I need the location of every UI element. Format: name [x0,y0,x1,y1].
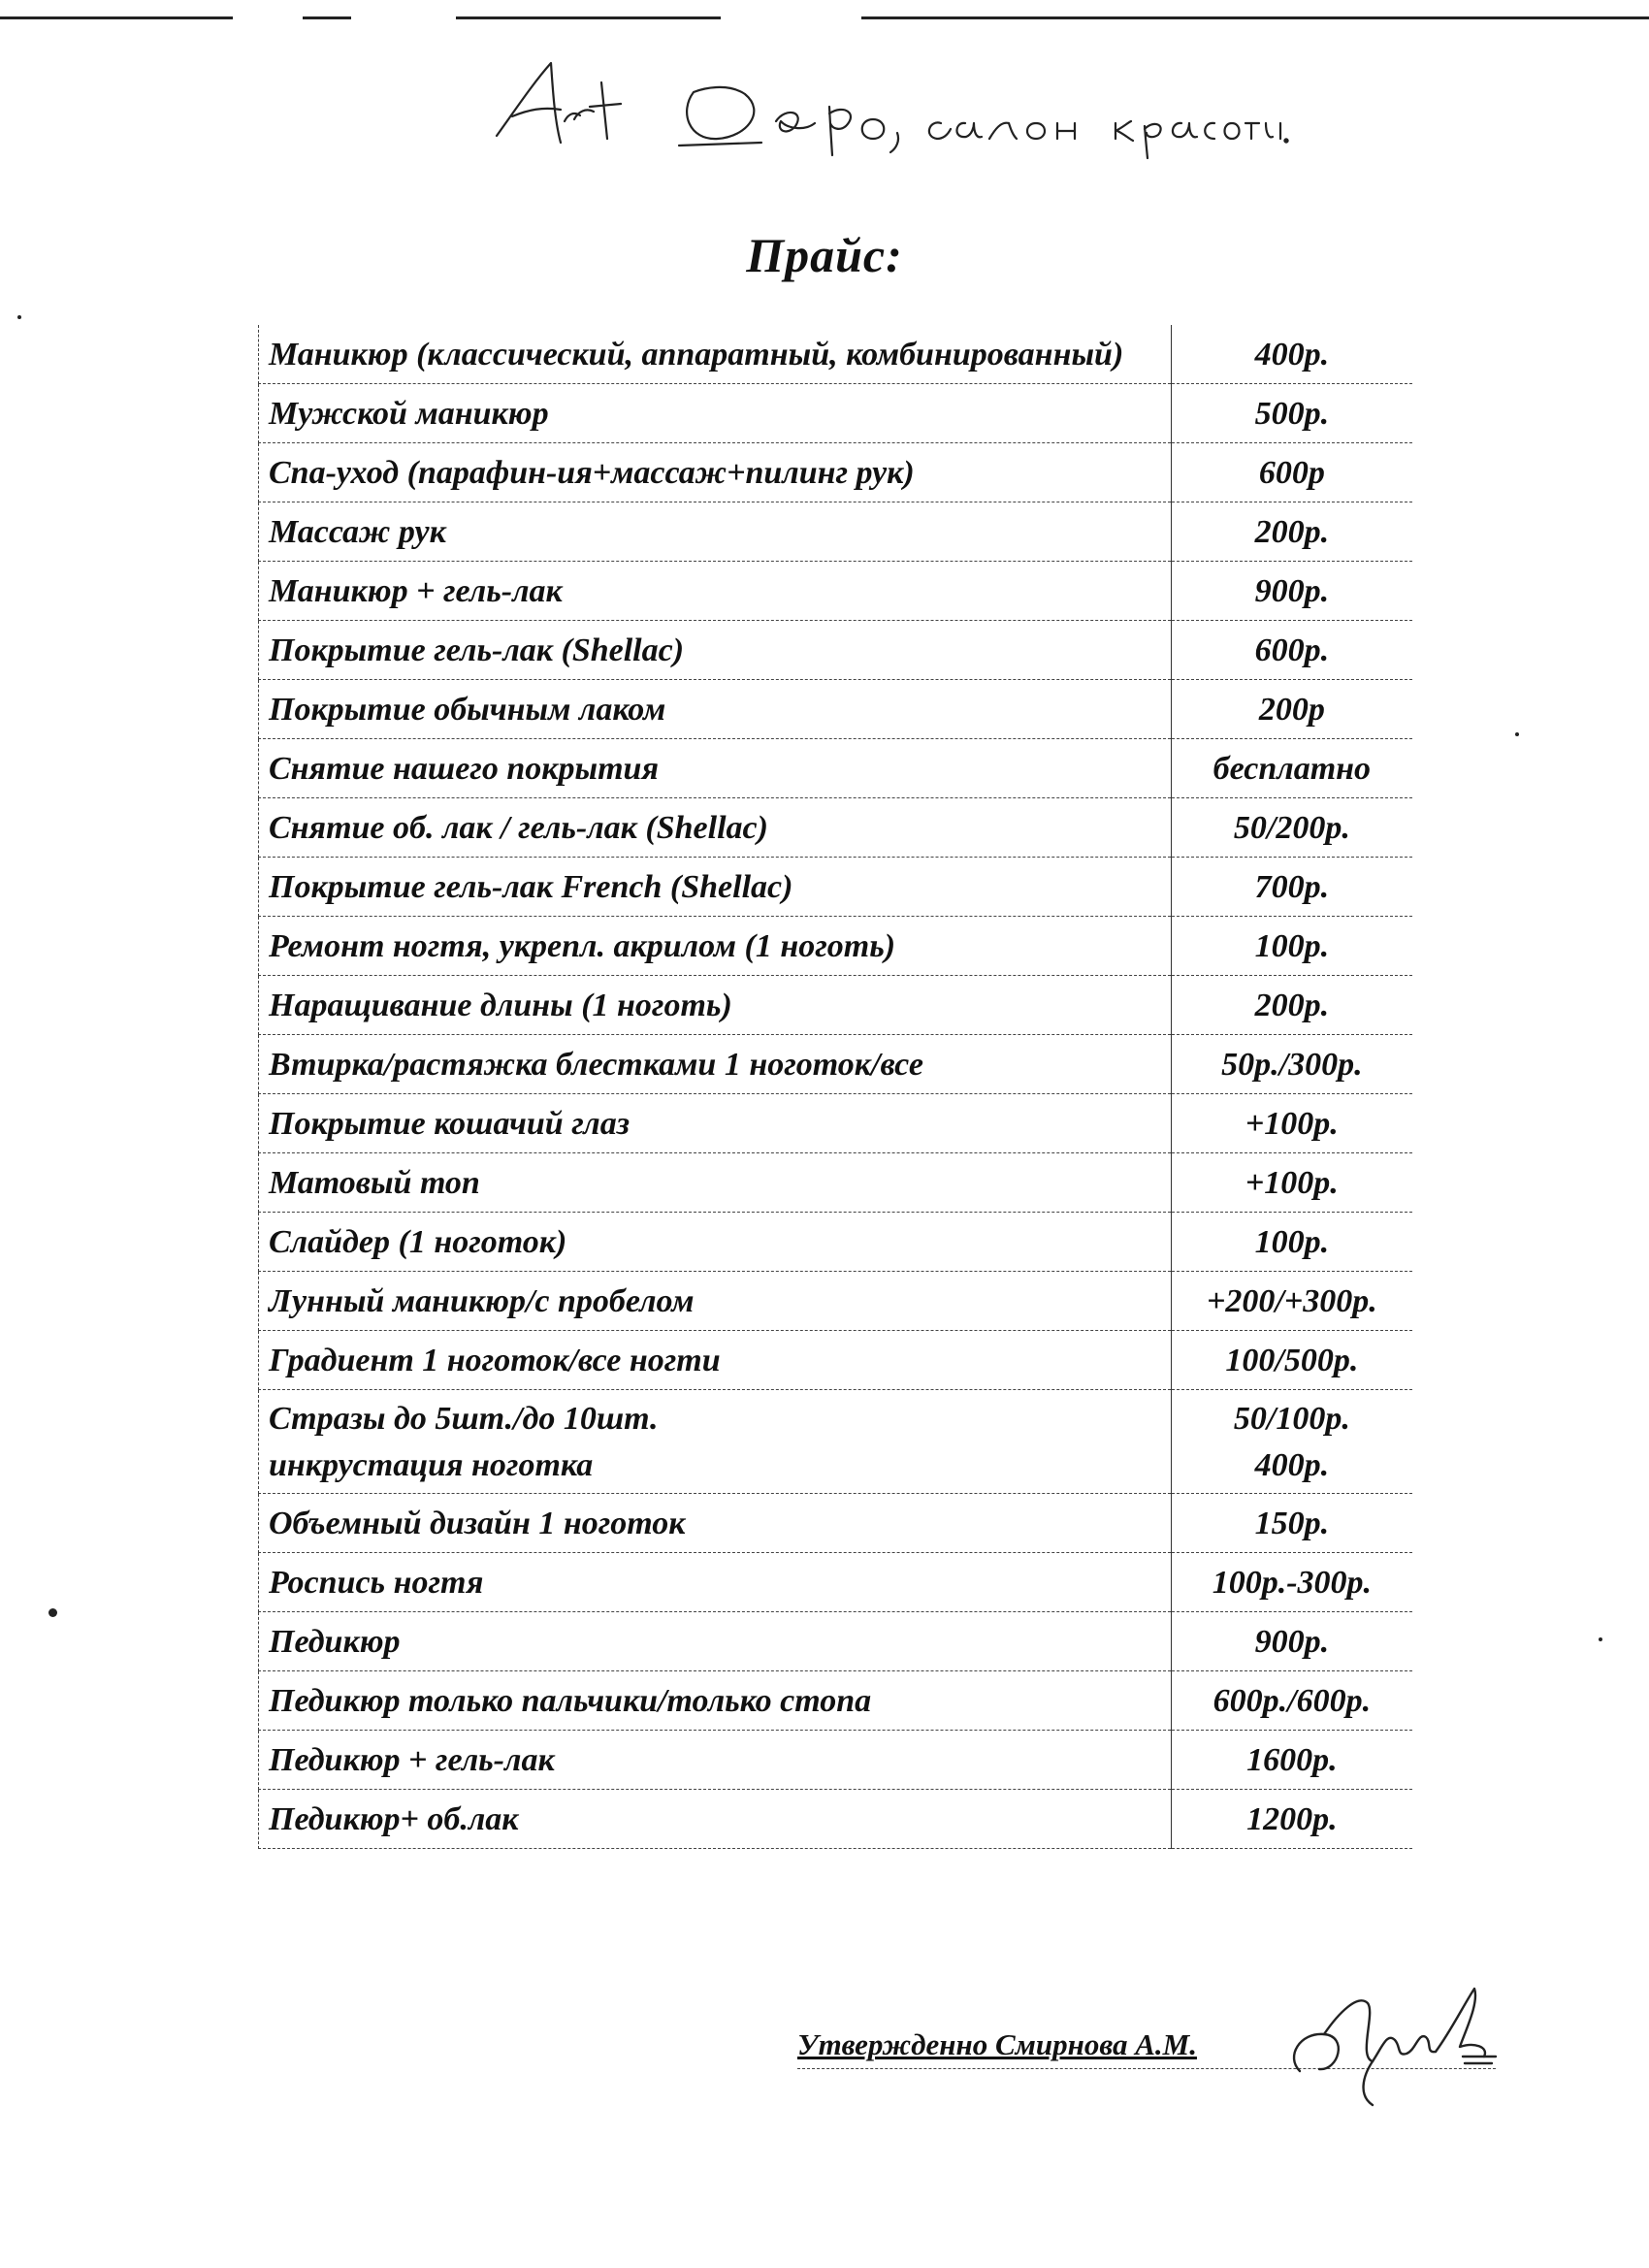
table-row [259,1553,1413,1612]
service-name: Педикюр [259,1612,1172,1671]
service-name: Втирка/растяжка блестками 1 ноготок/все [259,1035,1172,1094]
table-row [259,1612,1413,1671]
service-price: +100р. [1171,1094,1412,1153]
table-row [259,1731,1413,1790]
service-name: Педикюр+ об.лак [259,1790,1172,1849]
table-row [259,680,1413,739]
service-name: Покрытие гель-лак French (Shellac) [259,858,1172,917]
service-name: Снятие нашего покрытия [259,739,1172,798]
service-price: 500р. [1171,384,1412,443]
table-row [259,1213,1413,1272]
service-price: 700р. [1171,858,1412,917]
scan-top-rule [684,16,721,19]
service-name: Слайдер (1 ноготок) [259,1213,1172,1272]
service-price: 100р.-300р. [1171,1553,1412,1612]
service-price: 50р./300р. [1171,1035,1412,1094]
service-name: Снятие об. лак / гель-лак (Shellac) [259,798,1172,858]
scan-top-rule [0,16,233,19]
service-name: Массаж рук [259,502,1172,562]
table-row [259,502,1413,562]
service-name-line: Стразы до 5шт./до 10шт. [269,1401,659,1437]
price-table [258,325,1412,1849]
approval-line: Утвержденно Смирнова А.М. [797,2027,1197,2061]
scan-top-rule [861,16,1649,19]
service-name: Педикюр + гель-лак [259,1731,1172,1790]
service-name [259,1390,1172,1494]
table-row [259,858,1413,917]
service-price: 200р. [1171,502,1412,562]
scan-top-rule [456,16,698,19]
service-name: Матовый топ [259,1153,1172,1213]
service-name: Наращивание длины (1 ноготь) [259,976,1172,1035]
table-row [259,1272,1413,1331]
service-price: 200р. [1171,976,1412,1035]
service-price: 600р. [1171,621,1412,680]
service-price [1171,1390,1412,1494]
table-row [259,1035,1413,1094]
table-row [259,798,1413,858]
service-name: Ремонт ногтя, укрепл. акрилом (1 ноготь) [259,917,1172,976]
service-price: 900р. [1171,1612,1412,1671]
service-price: 50/200р. [1171,798,1412,858]
table-row [259,562,1413,621]
scan-speck [1599,1637,1602,1641]
service-price: 600р./600р. [1171,1671,1412,1731]
scan-speck [17,315,21,319]
scan-speck [48,1608,57,1617]
table-row [259,1390,1413,1494]
service-name: Мужской маникюр [259,384,1172,443]
service-name: Педикюр только пальчики/только стопа [259,1671,1172,1731]
table-row [259,976,1413,1035]
signature [1280,1964,1504,2110]
table-row [259,739,1413,798]
table-row [259,384,1413,443]
table-row [259,1153,1413,1213]
service-price: +200/+300р. [1171,1272,1412,1331]
service-price: 1200р. [1171,1790,1412,1849]
table-row [259,1671,1413,1731]
service-name: Роспись ногтя [259,1553,1172,1612]
scan-speck [1515,732,1519,736]
table-row [259,325,1413,384]
table-row [259,621,1413,680]
service-price: 400р. [1171,325,1412,384]
service-price: 600р [1171,443,1412,502]
table-row [259,917,1413,976]
service-name: Покрытие гель-лак (Shellac) [259,621,1172,680]
service-name: Объемный дизайн 1 ноготок [259,1494,1172,1553]
scan-top-rule [303,16,351,19]
table-row [259,1331,1413,1390]
handwritten-salon-name [485,53,1290,160]
page-title: Прайс: [746,227,903,282]
service-name: Лунный маникюр/с пробелом [259,1272,1172,1331]
service-price: 900р. [1171,562,1412,621]
service-price-line: 400р. [1254,1447,1330,1483]
service-price: 150р. [1171,1494,1412,1553]
service-price: 100р. [1171,1213,1412,1272]
service-name: Спа-уход (парафин-ия+массаж+пилинг рук) [259,443,1172,502]
service-price-line: 50/100р. [1233,1401,1350,1437]
service-price: +100р. [1171,1153,1412,1213]
service-price: 1600р. [1171,1731,1412,1790]
service-name: Маникюр (классический, аппаратный, комбинированный) [259,325,1172,384]
service-price: 100/500р. [1171,1331,1412,1390]
service-price: 200р [1171,680,1412,739]
service-name: Покрытие кошачий глаз [259,1094,1172,1153]
service-name-line: инкрустация ноготка [269,1447,594,1483]
table-row [259,1094,1413,1153]
table-row [259,1790,1413,1849]
service-price: бесплатно [1171,739,1412,798]
service-name: Маникюр + гель-лак [259,562,1172,621]
table-row [259,1494,1413,1553]
service-name: Покрытие обычным лаком [259,680,1172,739]
table-row [259,443,1413,502]
service-price: 100р. [1171,917,1412,976]
service-name: Градиент 1 ноготок/все ногти [259,1331,1172,1390]
